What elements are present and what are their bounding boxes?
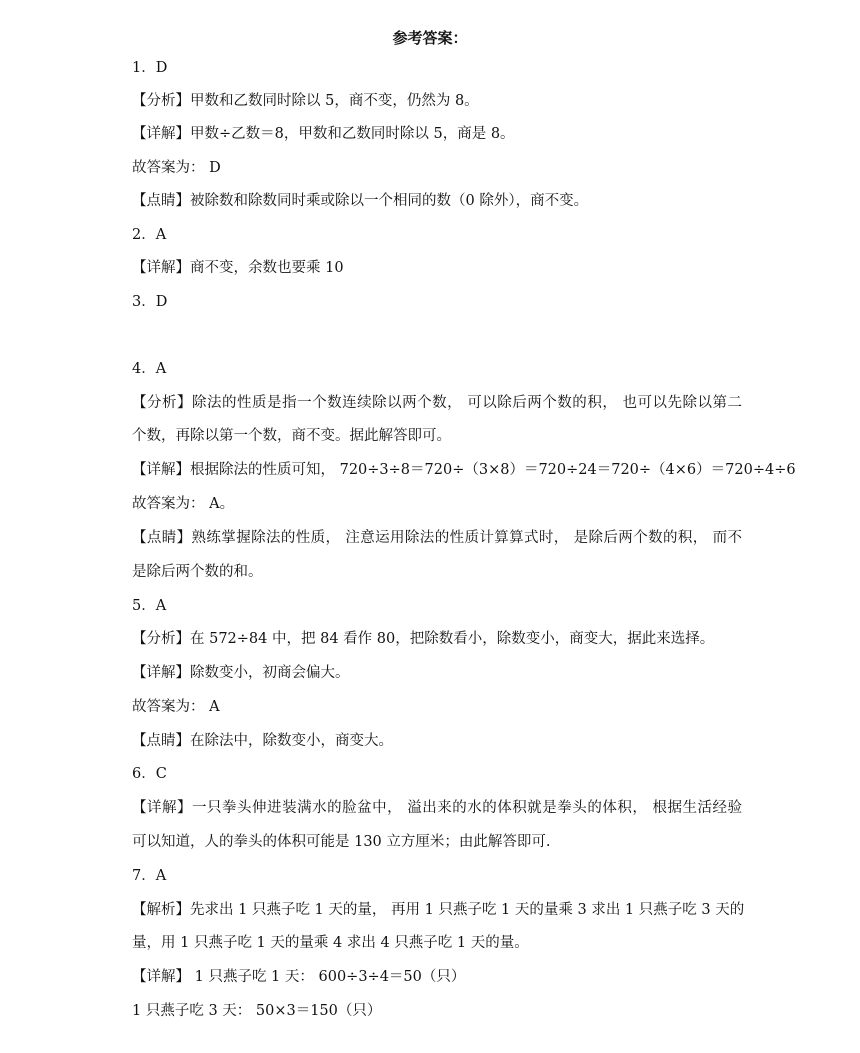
answer-line: 量，用 1 只燕子吃 1 天的量乘 4 求出 4 只燕子吃 1 天的量。	[132, 935, 529, 951]
answer-line: 是除后两个数的和。	[132, 564, 263, 580]
answer-line: 1．D	[132, 60, 168, 76]
answer-line: 2．A	[132, 227, 167, 243]
answer-line: 故答案为： D	[132, 160, 221, 176]
answer-line: 【详解】 1 只燕子吃 1 天： 600÷3÷4＝50（只）	[132, 969, 466, 985]
answer-line: 【详解】除数变小，初商会偏大。	[132, 665, 350, 681]
answer-line: 故答案为： A。	[132, 496, 235, 512]
answer-line: 【详解】根据除法的性质可知， 720÷3÷8＝720÷（3×8）＝720÷24＝720÷（4×6）＝720÷4÷6	[132, 462, 796, 478]
answer-line: 可以知道，人的拳头的体积可能是 130 立方厘米；由此解答即可.	[132, 834, 551, 850]
answer-line: 故答案为： A	[132, 699, 220, 715]
answer-line: 【详解】商不变，余数也要乘 10	[132, 260, 344, 276]
answer-title: 参考答案：	[392, 29, 468, 47]
answer-line: 【分析】在 572÷84 中，把 84 看作 80，把除数看小，除数变小，商变大，据此来选择。	[132, 631, 715, 647]
answer-line: 3．D	[132, 294, 168, 310]
answer-line: 【解析】先求出 1 只燕子吃 1 天的量， 再用 1 只燕子吃 1 天的量乘 3 求出 1 只燕子吃 3 天的	[132, 902, 745, 918]
answer-line: 【点睛】在除法中，除数变小，商变大。	[132, 733, 393, 749]
answer-line: 【点睛】被除数和除数同时乘或除以一个相同的数（0 除外），商不变。	[132, 193, 589, 209]
answer-line: 【详解】一只拳头伸进装满水的脸盆中， 溢出来的水的体积就是拳头的体积， 根据生活经验	[132, 800, 742, 816]
answer-line: 【分析】甲数和乙数同时除以 5，商不变，仍然为 8。	[132, 93, 479, 109]
answer-line: 1 只燕子吃 3 天： 50×3＝150（只）	[132, 1003, 382, 1019]
answer-line: 【分析】除法的性质是指一个数连续除以两个数， 可以除后两个数的积， 也可以先除以第二	[132, 395, 742, 411]
answer-line: 4．A	[132, 361, 167, 377]
answer-line: 【详解】甲数÷乙数＝8，甲数和乙数同时除以 5，商是 8。	[132, 126, 515, 142]
answer-line: 6．C	[132, 766, 167, 782]
answer-line: 7．A	[132, 868, 167, 884]
answer-line: 个数，再除以第一个数，商不变。据此解答即可。	[132, 428, 451, 444]
answer-line: 【点睛】熟练掌握除法的性质， 注意运用除法的性质计算算式时， 是除后两个数的积， 而不	[132, 530, 742, 546]
answer-line: 5．A	[132, 598, 167, 614]
